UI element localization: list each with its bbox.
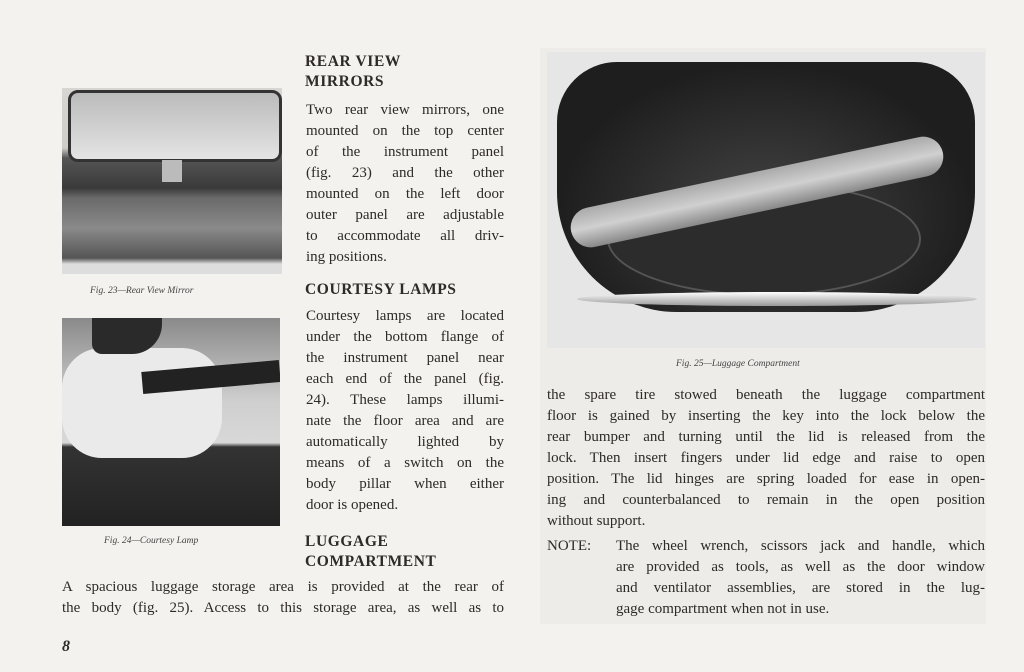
text-line: door is opened.: [306, 497, 399, 513]
text-line: the spare tire stowed beneath the luggage compartment: [547, 387, 985, 403]
rear-view-heading: [305, 52, 401, 92]
text-line: Two rear view mirrors, one: [306, 102, 504, 118]
text-line: means of a switch on the: [306, 455, 504, 471]
text-line: the instrument panel near: [306, 350, 504, 366]
text-line: the body (fig. 25). Access to this storage area, as well as to: [62, 600, 504, 616]
text-line: (fig. 23) and the other: [306, 165, 504, 181]
heading-line: MIRRORS: [305, 73, 385, 90]
heading-line: LUGGAGE: [305, 533, 389, 550]
text-line: without support.: [547, 513, 646, 529]
text-line: nate the floor area and are: [306, 413, 504, 429]
text-line: floor is gained by inserting the key into the lock below the: [547, 408, 985, 424]
courtesy-lamps-heading: COURTESY LAMPS: [305, 281, 457, 298]
text-line: mounted on the top center: [306, 123, 504, 139]
text-line: each end of the panel (fig.: [306, 371, 504, 387]
fig-24-caption: Fig. 24—Courtesy Lamp: [104, 536, 199, 546]
text-line: position. The lid hinges are spring loaded for ease in open-: [547, 471, 985, 487]
text-line: Courtesy lamps are located: [306, 308, 504, 324]
text-line: ing and counterbalanced to remain in the open position: [547, 492, 985, 508]
fig-25-caption: Fig. 25—Luggage Compartment: [676, 359, 800, 369]
text-line: gage compartment when not in use.: [616, 601, 830, 617]
text-line: to accommodate all driv-: [306, 228, 504, 244]
courtesy-lamp-photo: [62, 318, 280, 526]
heading-line: COMPARTMENT: [305, 553, 437, 570]
text-line: lock. Then insert fingers under lid edge and raise to open: [547, 450, 985, 466]
fig-23-caption: Fig. 23—Rear View Mirror: [90, 286, 194, 296]
text-line: automatically lighted by: [306, 434, 504, 450]
text-line: A spacious luggage storage area is provided at the rear of: [62, 579, 504, 595]
rear-view-mirror-photo: [62, 88, 282, 274]
text-line: The wheel wrench, scissors jack and handle, which: [616, 538, 985, 554]
text-line: body pillar when either: [306, 476, 504, 492]
text-line: mounted on the left door: [306, 186, 504, 202]
luggage-compartment-photo: [547, 52, 985, 348]
text-line: under the bottom flange of: [306, 329, 504, 345]
text-line: outer panel are adjustable: [306, 207, 504, 223]
heading-line: REAR VIEW: [305, 53, 401, 70]
luggage-compartment-heading: [305, 532, 436, 572]
text-line: 24). These lamps illumi-: [306, 392, 504, 408]
text-line: of the instrument panel: [306, 144, 504, 160]
page-number: 8: [62, 638, 70, 655]
text-line: and ventilator assemblies, are stored in the lug-: [616, 580, 985, 596]
text-line: rear bumper and turning until the lid is released from the: [547, 429, 985, 445]
text-line: are provided as tools, as well as the door window: [616, 559, 985, 575]
note-label: NOTE:: [547, 538, 592, 554]
text-line: ing positions.: [306, 249, 387, 265]
